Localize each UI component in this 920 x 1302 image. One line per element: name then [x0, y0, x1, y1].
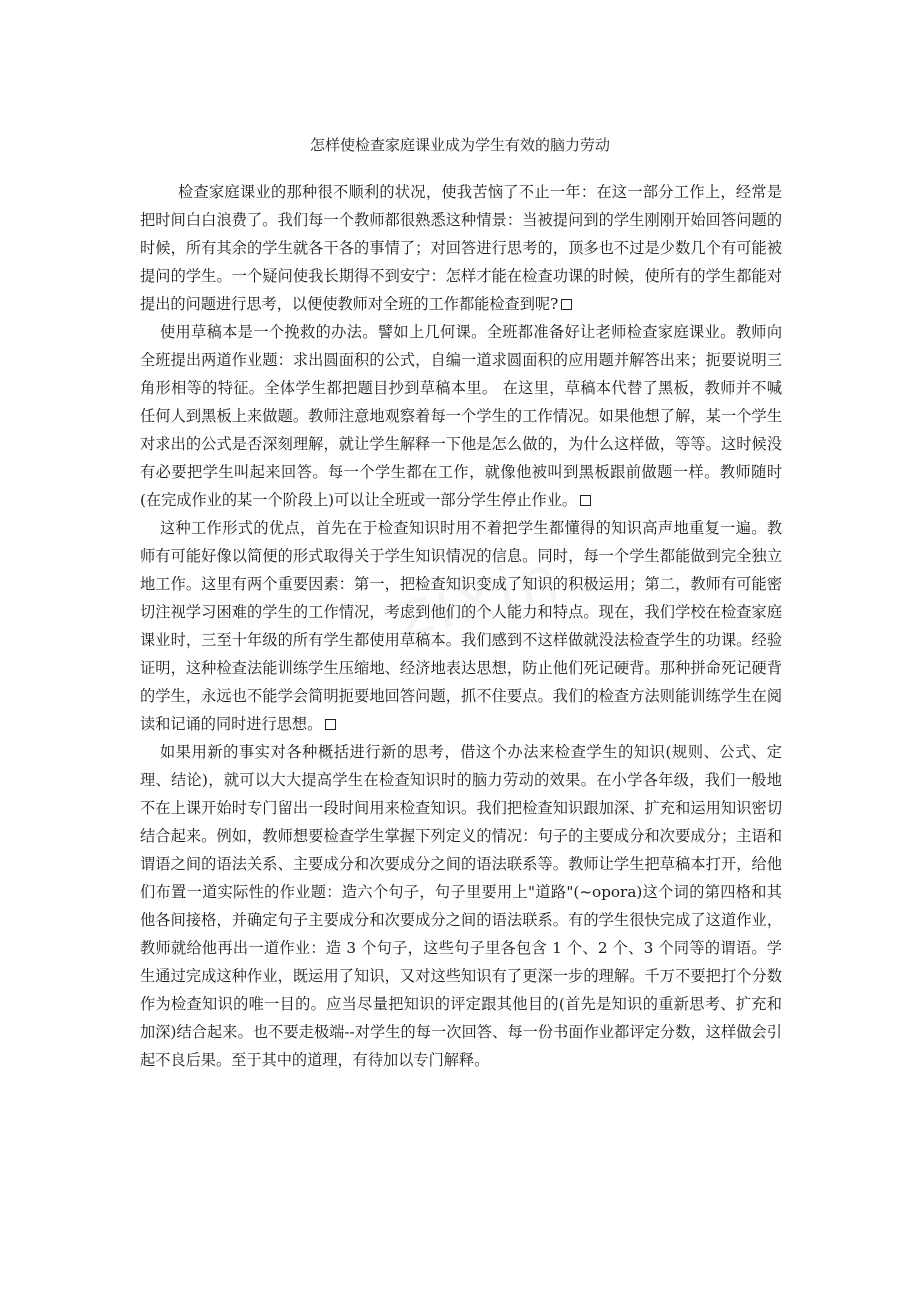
- document-body: [140, 178, 782, 1074]
- paragraph-4: [140, 738, 782, 1074]
- paragraph-end-box-icon: [325, 719, 336, 730]
- paragraph-4-text: 如果用新的事实对各种概括进行新的思考，借这个办法来检查学生的知识(规则、公式、定理、结论)，就可以大大提高学生在检查知识时的脑力劳动的效果。在小学各年级，我们一般地不在上课开始时专门留出一段时间用来检查知识。我们把检查知识跟加深、扩充和运用知识密切结合起来。例如，教师想要检查学生掌握下列定义的情况：句子的主要成分和次要成分；主语和谓语之间的语法关系、主要成分和次要成分之间的语法联系等。教师让学生把草稿本打开，给他们布置一道实际性的作业题：造六个句子，句子里要用上"道路"(~opora)这个词的第四格和其他各间接格，并确定句子主要成分和次要成分之间的语法联系。有的学生很快完成了这道作业，教师就给他再出一道作业：造 3 个句子，这些句子里各包含 1 个、2 个、3 个同等的谓语。学生通过完成这种作业，既运用了知识，又对这些知识有了更深一步的理解。千万不要把打个分数作为检查知识的唯一目的。应当尽量把知识的评定跟其他目的(首先是知识的重新思考、扩充和加深)结合起来。也不要走极端--对学生的每一次回答、每一份书面作业都评定分数，这样做会引起不良后果。至于其中的道理，有待加以专门解释。: [140, 743, 782, 1069]
- document-title: 怎样使检查家庭课业成为学生有效的脑力劳动: [309, 136, 610, 154]
- paragraph-end-box-icon: [561, 299, 572, 310]
- paragraph-3: [140, 514, 782, 738]
- paragraph-2-text: 使用草稿本是一个挽救的办法。譬如上几何课。全班都准备好让老师检查家庭课业。教师向全班提出两道作业题：求出圆面积的公式，自编一道求圆面积的应用题并解答出来；扼要说明三角形相等的特征。全体学生都把题目抄到草稿本里。 在这里，草稿本代替了黑板，教师并不喊任何人到黑板上来做题。教师注意地观察着每一个学生的工作情况。如果他想了解，某一个学生对求出的公式是否深刻理解，就让学生解释一下他是怎么做的，为什么这样做，等等。这时候没有必要把学生叫起来回答。每一个学生都在工作，就像他被叫到黑板跟前做题一样。教师随时(在完成作业的某一个阶段上)可以让全班或一部分学生停止作业。: [140, 323, 782, 509]
- paragraph-3-text: 这种工作形式的优点，首先在于检查知识时用不着把学生都懂得的知识高声地重复一遍。教师有可能好像以简便的形式取得关于学生知识情况的信息。同时，每一个学生都能做到完全独立地工作。这里有两个重要因素：第一，把检查知识变成了知识的积极运用；第二，教师有可能密切注视学习困难的学生的工作情况，考虑到他们的个人能力和特点。现在，我们学校在检查家庭课业时，三至十年级的所有学生都使用草稿本。我们感到不这样做就没法检查学生的功课。经验证明，这种检查法能训练学生压缩地、经济地表达思想，防止他们死记硬背。那种拼命死记硬背的学生，永远也不能学会简明扼要地回答问题，抓不住要点。我们的检查方法则能训练学生在阅读和记诵的同时进行思想。: [140, 519, 782, 733]
- paragraph-2: [140, 318, 782, 514]
- paragraph-1: [140, 178, 782, 318]
- paragraph-end-box-icon: [580, 495, 591, 506]
- paragraph-1-text: 检查家庭课业的那种很不顺利的状况，使我苦恼了不止一年：在这一部分工作上，经常是把时间白白浪费了。我们每一个教师都很熟悉这种情景：当被提问到的学生刚刚开始回答问题的时候，所有其余的学生就各干各的事情了；对回答进行思考的，顶多也不过是少数几个有可能被提问的学生。一个疑问使我长期得不到安宁：怎样才能在检查功课的时候，使所有的学生都能对提出的问题进行思考，以便使教师对全班的工作都能检查到呢?: [140, 183, 782, 313]
